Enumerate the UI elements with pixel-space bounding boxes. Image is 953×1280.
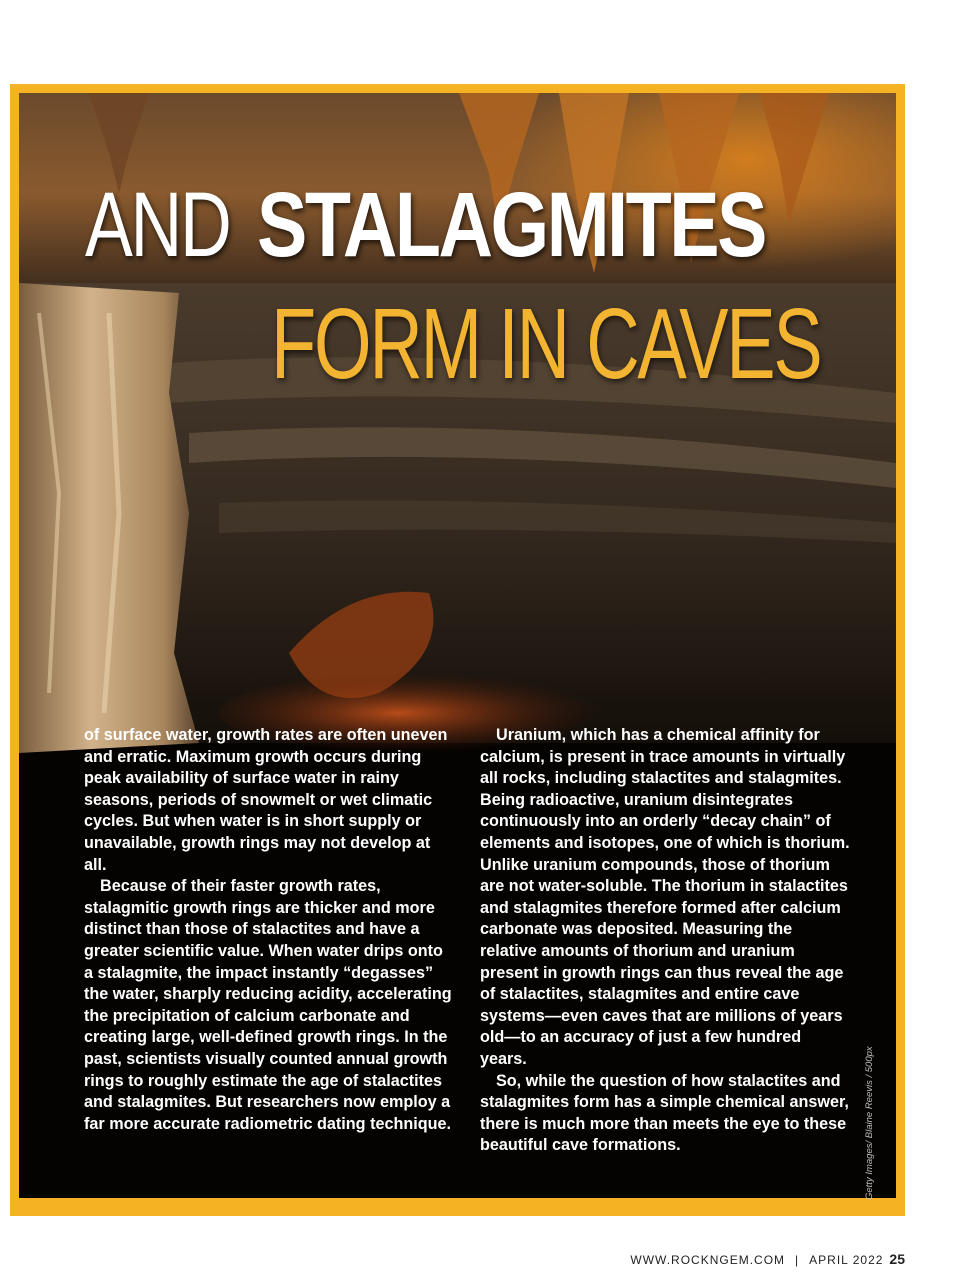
- footer-website: WWW.ROCKNGEM.COM: [630, 1253, 786, 1267]
- paragraph: Because of their faster growth rates, stalagmitic growth rings are thicker and more distinct than those of stalactites and have a greater scientific value. When water drips onto a stalagmite, the impact instantly “degasses” the water, sharply reducing acidity, accelerating the precipitation of calcium carbonate and creating large, well-defined growth rings. In the past, scientists visually counted annual growth rings to roughly estimate the age of stalactites and stalagmites. But researchers now employ a far more accurate radiometric dating technique.: [84, 877, 452, 1133]
- headline-line-1: [85, 175, 885, 275]
- paragraph: of surface water, growth rates are often uneven and erratic. Maximum growth occurs during peak availability of surface water in rainy seasons, periods of snowmelt or wet climatic cycles. But when water is in short supply or unavailable, growth rings may not develop at all.: [84, 726, 448, 874]
- paragraph: So, while the question of how stalactites and stalagmites form has a simple chemical answer, there is much more than meets the eye to these beautiful cave formations.: [480, 1071, 849, 1155]
- footer-issue: APRIL 2022: [809, 1253, 884, 1267]
- article-column-left: [84, 725, 456, 1135]
- page-footer: [630, 1251, 905, 1267]
- footer-separator: |: [795, 1253, 800, 1267]
- page-number: 25: [889, 1251, 905, 1267]
- cave-photo: [19, 93, 896, 1198]
- headline-prefix: AND: [85, 174, 230, 276]
- photo-credit: Getty Images/ Blaine Reevis / 500px: [864, 1046, 875, 1200]
- headline-line-2: FORM IN CAVES: [271, 288, 821, 400]
- article-column-right: [480, 725, 852, 1157]
- headline-bold-word: STALAGMITES: [256, 174, 765, 276]
- paragraph: Uranium, which has a chemical affinity for calcium, is present in trace amounts in virtually all rocks, including stalactites and stalagmites. Being radioactive, uranium disintegrates continuously into an orderly “decay chain” of elements and isotopes, one of which is thorium. Unlike uranium compounds, those of thorium are not water-soluble. The thorium in stalactites and stalagmites therefore formed after calcium carbonate was deposited. Measuring the relative amounts of thorium and uranium present in growth rings can thus reveal the age of stalactites, stalagmites and entire cave systems—even caves that are millions of years old—to an accuracy of just a few hundred years.: [480, 726, 850, 1068]
